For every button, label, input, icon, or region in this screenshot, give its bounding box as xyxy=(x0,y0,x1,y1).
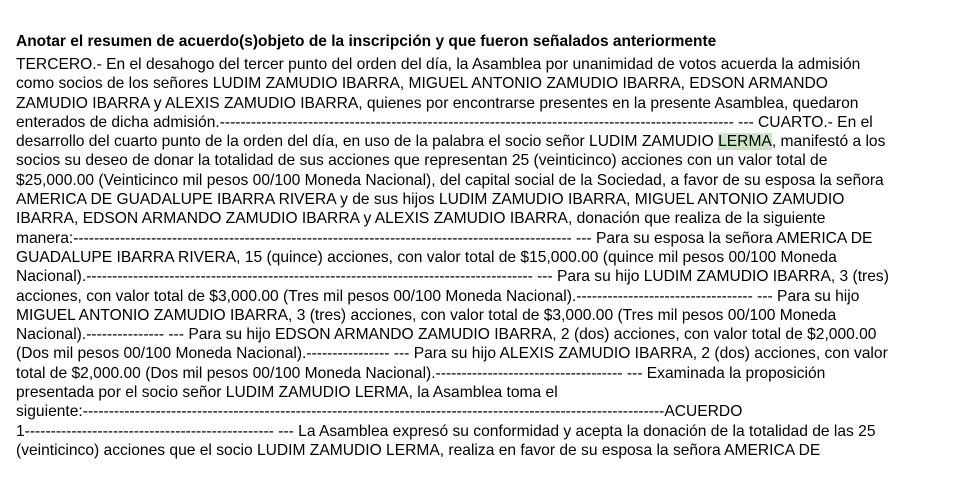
text-line: total de $2,000.00 (Dos mil pesos 00/100 Moneda Nacional).------------------------------------ --- Examinada la proposición xyxy=(16,364,826,382)
text-line: ZAMUDIO IBARRA y ALEXIS ZAMUDIO IBARRA, quienes por encontrarse presentes en la presente Asamblea, quedaron xyxy=(16,94,859,112)
text-line: MIGUEL ANTONIO ZAMUDIO IBARRA, 3 (tres) acciones, con valor total de $3,000.00 (Tres mil pesos 00/100 Moneda xyxy=(16,306,837,324)
text-line: Nacional).-------------------------------------------------------------------------------------- --- Para su hijo LUDIM ZAMUDIO IBARRA, 3 (tres) xyxy=(16,268,889,286)
text-line: siguiente:----------------------------------------------------------------------------------------------------------------ACUERDO xyxy=(16,403,743,421)
text-segment: , manifestó a los xyxy=(771,133,886,151)
text-line: 1------------------------------------------------ --- La Asamblea expresó su conformidad y acepta la donación de la totalidad de las 25 xyxy=(16,422,876,440)
text-line: TERCERO.- En el desahogo del tercer punto del orden del día, la Asamblea por unanimidad de votos acuerda la admisión xyxy=(16,56,861,73)
text-line: $25,000.00 (Veinticinco mil pesos 00/100 Moneda Nacional), del capital social de la Sociedad, a favor de su esposa la señora xyxy=(16,171,884,189)
text-line xyxy=(16,132,966,151)
text-line: (veinticinco) acciones que el socio LUDIM ZAMUDIO LERMA, realiza en favor de su esposa la señora AMERICA DE xyxy=(16,441,821,459)
document xyxy=(16,32,966,460)
text-line: como socios de los señores LUDIM ZAMUDIO IBARRA, MIGUEL ANTONIO ZAMUDIO IBARRA, EDSON ARMANDO xyxy=(16,75,828,93)
text-line: enterados de dicha admisión.--------------------------------------------------------------------------------------------------- --- CUARTO.- En el xyxy=(16,113,873,131)
text-line: presentada por el socio señor LUDIM ZAMUDIO LERMA, la Asamblea toma el xyxy=(16,384,558,402)
document-heading: Anotar el resumen de acuerdo(s)objeto de la inscripción y que fueron señalados anteriormente xyxy=(16,33,717,50)
text-line: AMERICA DE GUADALUPE IBARRA RIVERA y de sus hijos LUDIM ZAMUDIO IBARRA, MIGUEL ANTONIO ZAMUDIO xyxy=(16,191,845,209)
text-line: IBARRA, EDSON ARMANDO ZAMUDIO IBARRA y ALEXIS ZAMUDIO IBARRA, donación que realiza de la siguiente xyxy=(16,210,826,228)
text-line: manera:------------------------------------------------------------------------------------------------ --- Para su esposa la señora AMERICA DE xyxy=(16,229,873,247)
text-line: (Dos mil pesos 00/100 Moneda Nacional).---------------- --- Para su hijo ALEXIS ZAMUDIO IBARRA, 2 (dos) acciones, con valor xyxy=(16,345,888,363)
text-line: Nacional).--------------- --- Para su hijo EDSON ARMANDO ZAMUDIO IBARRA, 2 (dos) acciones, con valor total de $2,000.00 xyxy=(16,326,877,344)
text-segment: desarrollo del cuarto punto de la orden del día, en uso de la palabra el socio señor LUDIM ZAMUDIO xyxy=(16,133,719,151)
document-body xyxy=(16,55,966,460)
highlighted-text: LERMA xyxy=(718,133,772,151)
text-line: GUADALUPE IBARRA RIVERA, 15 (quince) acciones, con valor total de $15,000.00 (quince mil pesos 00/100 Moneda xyxy=(16,248,837,266)
text-line: socios su deseo de donar la totalidad de sus acciones que representan 25 (veinticinco) acciones con un valor total de xyxy=(16,152,828,170)
text-line: acciones, con valor total de $3,000.00 (Tres mil pesos 00/100 Moneda Nacional).---------------------------------- --- Para su hijo xyxy=(16,287,860,305)
